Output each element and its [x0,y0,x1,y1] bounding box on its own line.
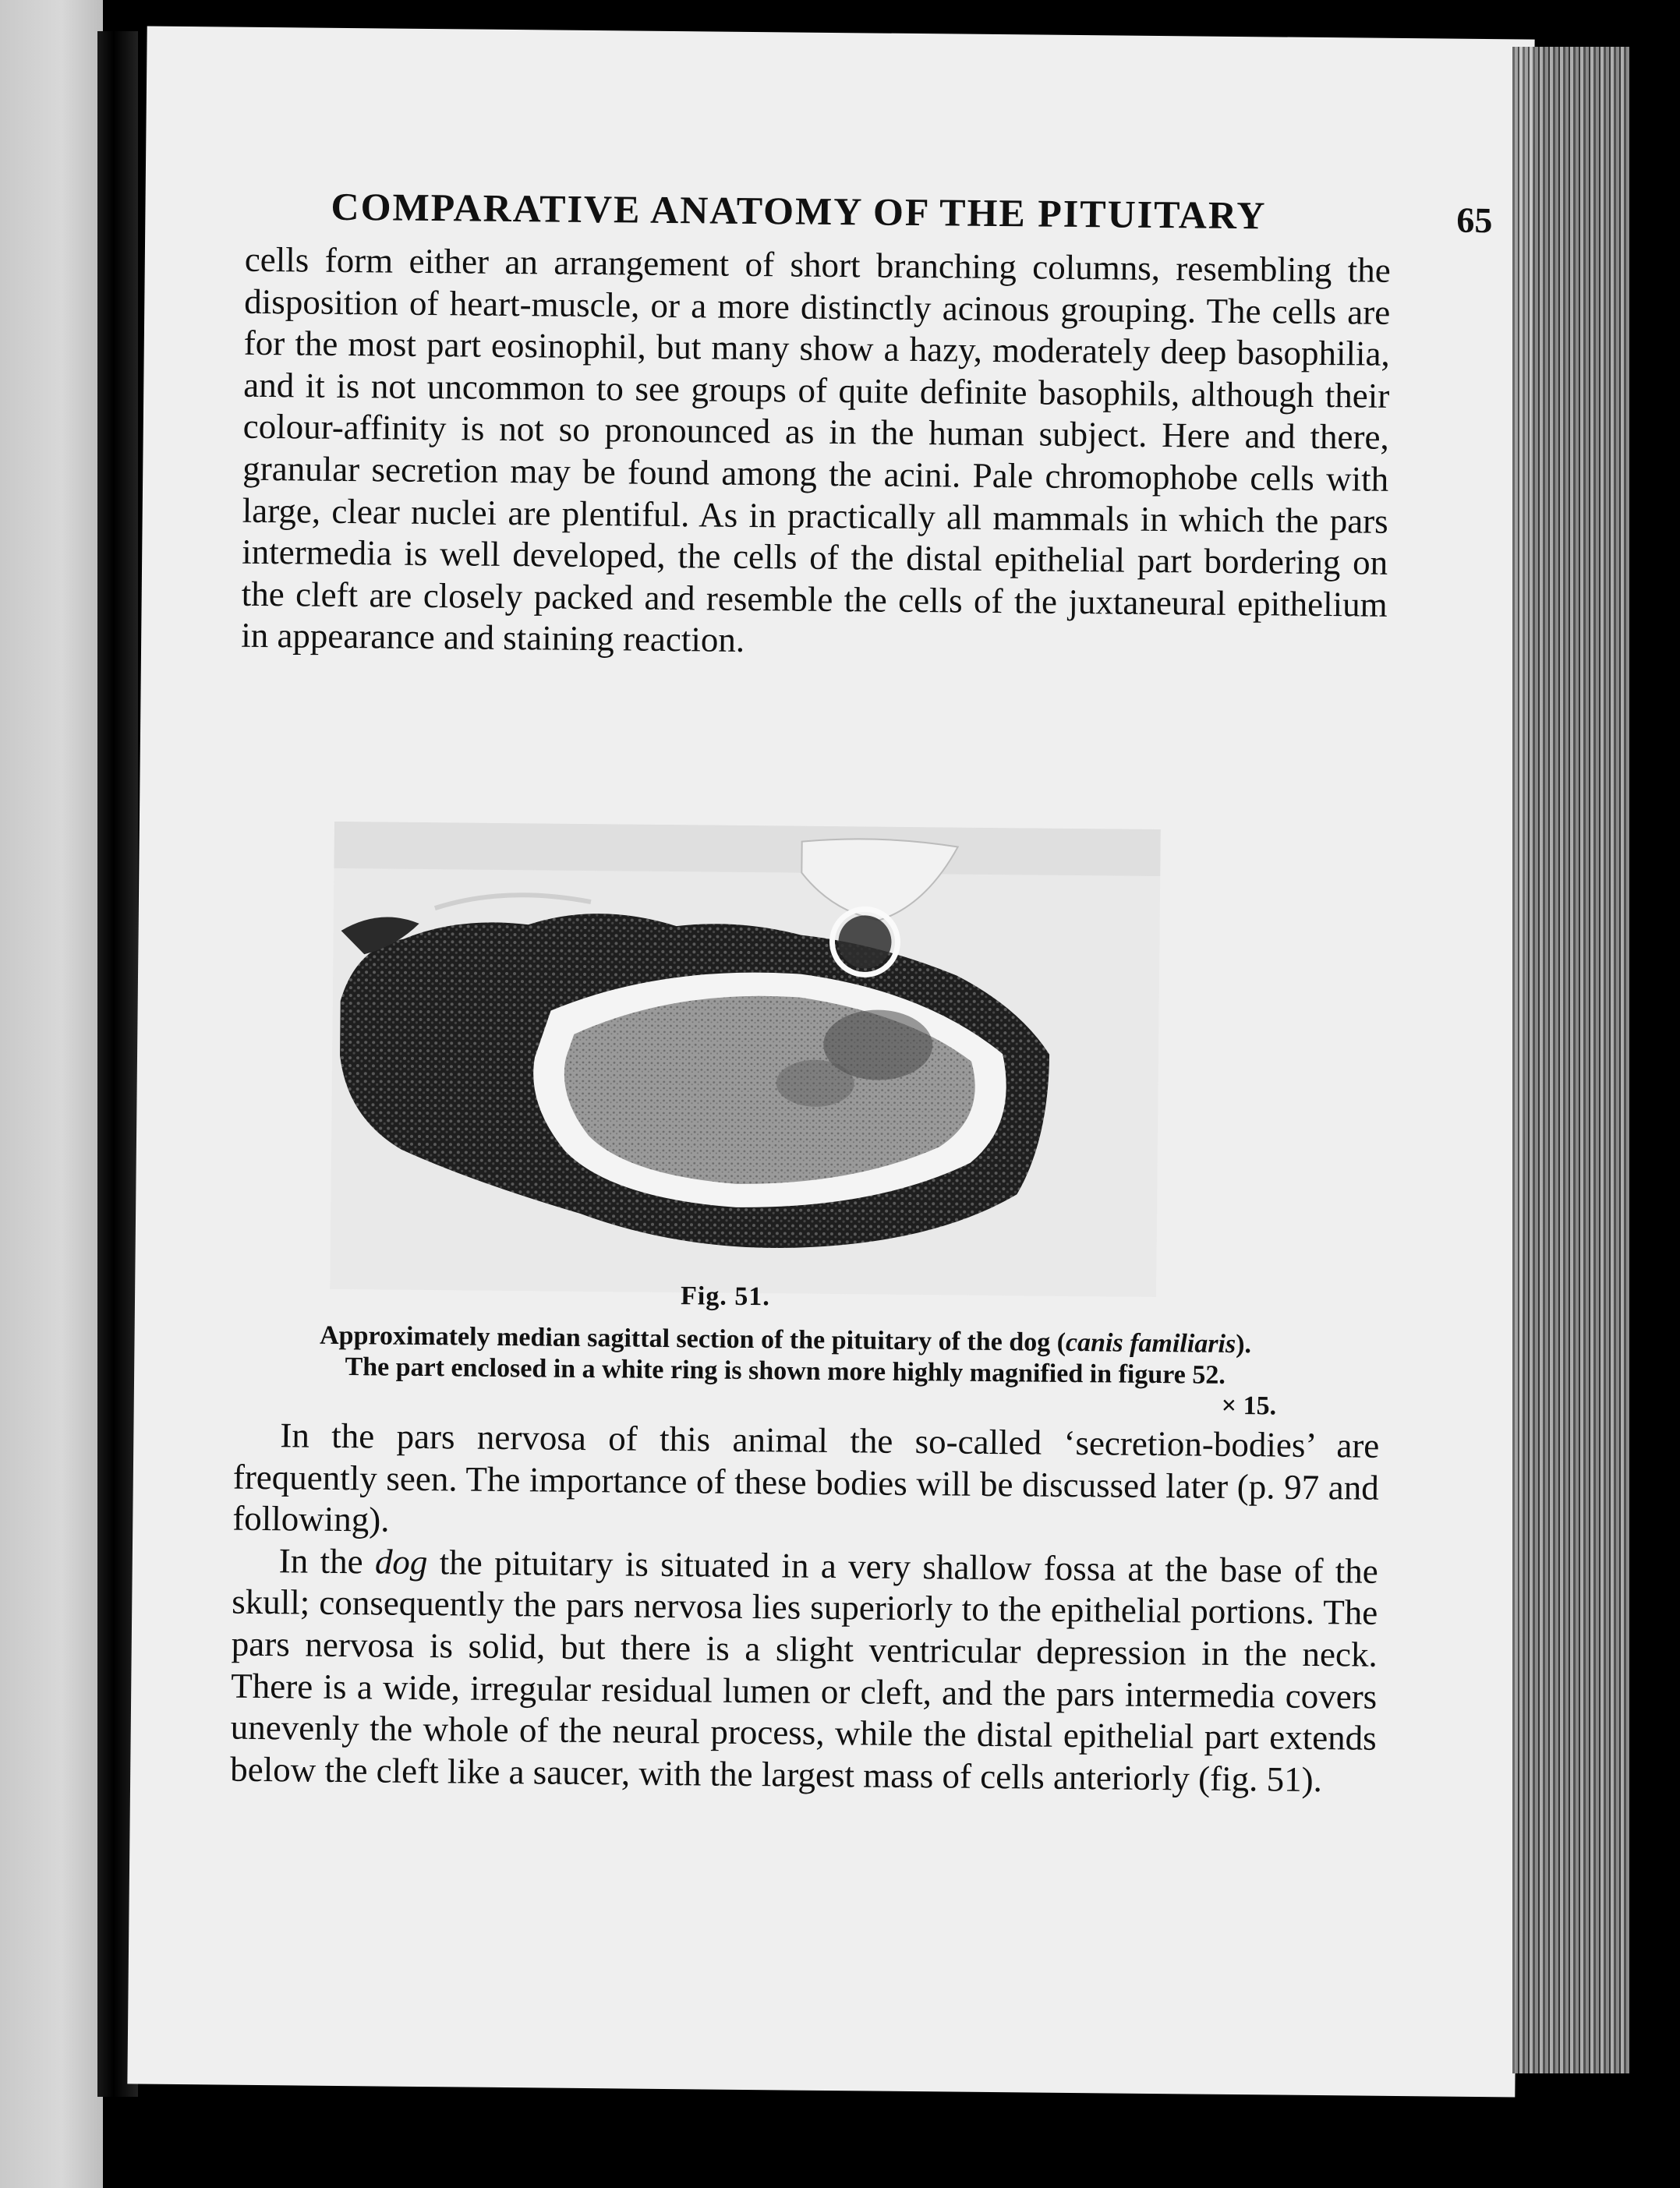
paragraph-3-rest: the pituitary is situated in a very shallow fossa at the base of the skull; consequently the pars nervosa lies superiorly to the epithelial portions. The pars nervosa is solid, but there is a slight ventricular depression in the neck. There is a wide, irregular residual lumen or cleft, and the pars intermedia covers unevenly the whole of the neural process, while the distal epithelial part extends below the cleft like a saucer, with the largest mass of cells anteriorly (fig. 51). [230,1542,1379,1799]
caption-line-1-start: Approximately median sagittal section of the pituitary of the dog ( [319,1320,1066,1357]
paragraph-3 [230,1539,1378,1801]
paragraph-1-text: cells form either an arrangement of short branching columns, resembling the disposition of heart-muscle, or a more distinctly acinous grouping. The cells are for the most part eosinophil, but many show a hazy, moderately deep basophilia, and it is not uncommon to see groups of quite definite basophils, although their colour-affinity is not so pronounced as in the human subject. Here and there, granular secretion may be found among the acini. Pale chromophobe cells with large, clear nuclei are plentiful. As in practically all mammals in which the pars intermedia is well developed, the cells of the distal epithelial part bordering on the cleft are closely packed and resemble the cells of the juxtaneural epithelium in appearance and staining reaction. [240,239,1392,660]
pituitary-section-figure [330,822,1161,1297]
running-head: COMPARATIVE ANATOMY OF THE PITUITARY [331,184,1267,238]
paragraph-3-start: In the [278,1541,376,1582]
caption-species: canis familiaris [1065,1327,1236,1359]
paragraphs-2-3 [230,1415,1380,1801]
paragraph-3-emphasis: dog [374,1542,428,1582]
book-page [127,27,1534,2098]
magnification: × 15. [1221,1391,1277,1421]
page-number: 65 [1456,200,1493,241]
caption-line-2: The part enclosed in a white ring is shown more highly magnified in figure 52. [345,1352,1226,1390]
page-block-edge [1512,47,1629,2073]
caption-line-1-end: ). [1236,1330,1252,1359]
facing-page-edge [0,0,103,2188]
figure-label: Fig. 51. [680,1281,770,1312]
paragraph-1 [241,239,1391,668]
paragraph-2: In the pars nervosa of this animal the so-called ‘secretion-bodies’ are frequently seen. The importance of these bodies will be discussed later (p. 97 and following). [232,1416,1380,1539]
figure-caption [208,1319,1363,1392]
